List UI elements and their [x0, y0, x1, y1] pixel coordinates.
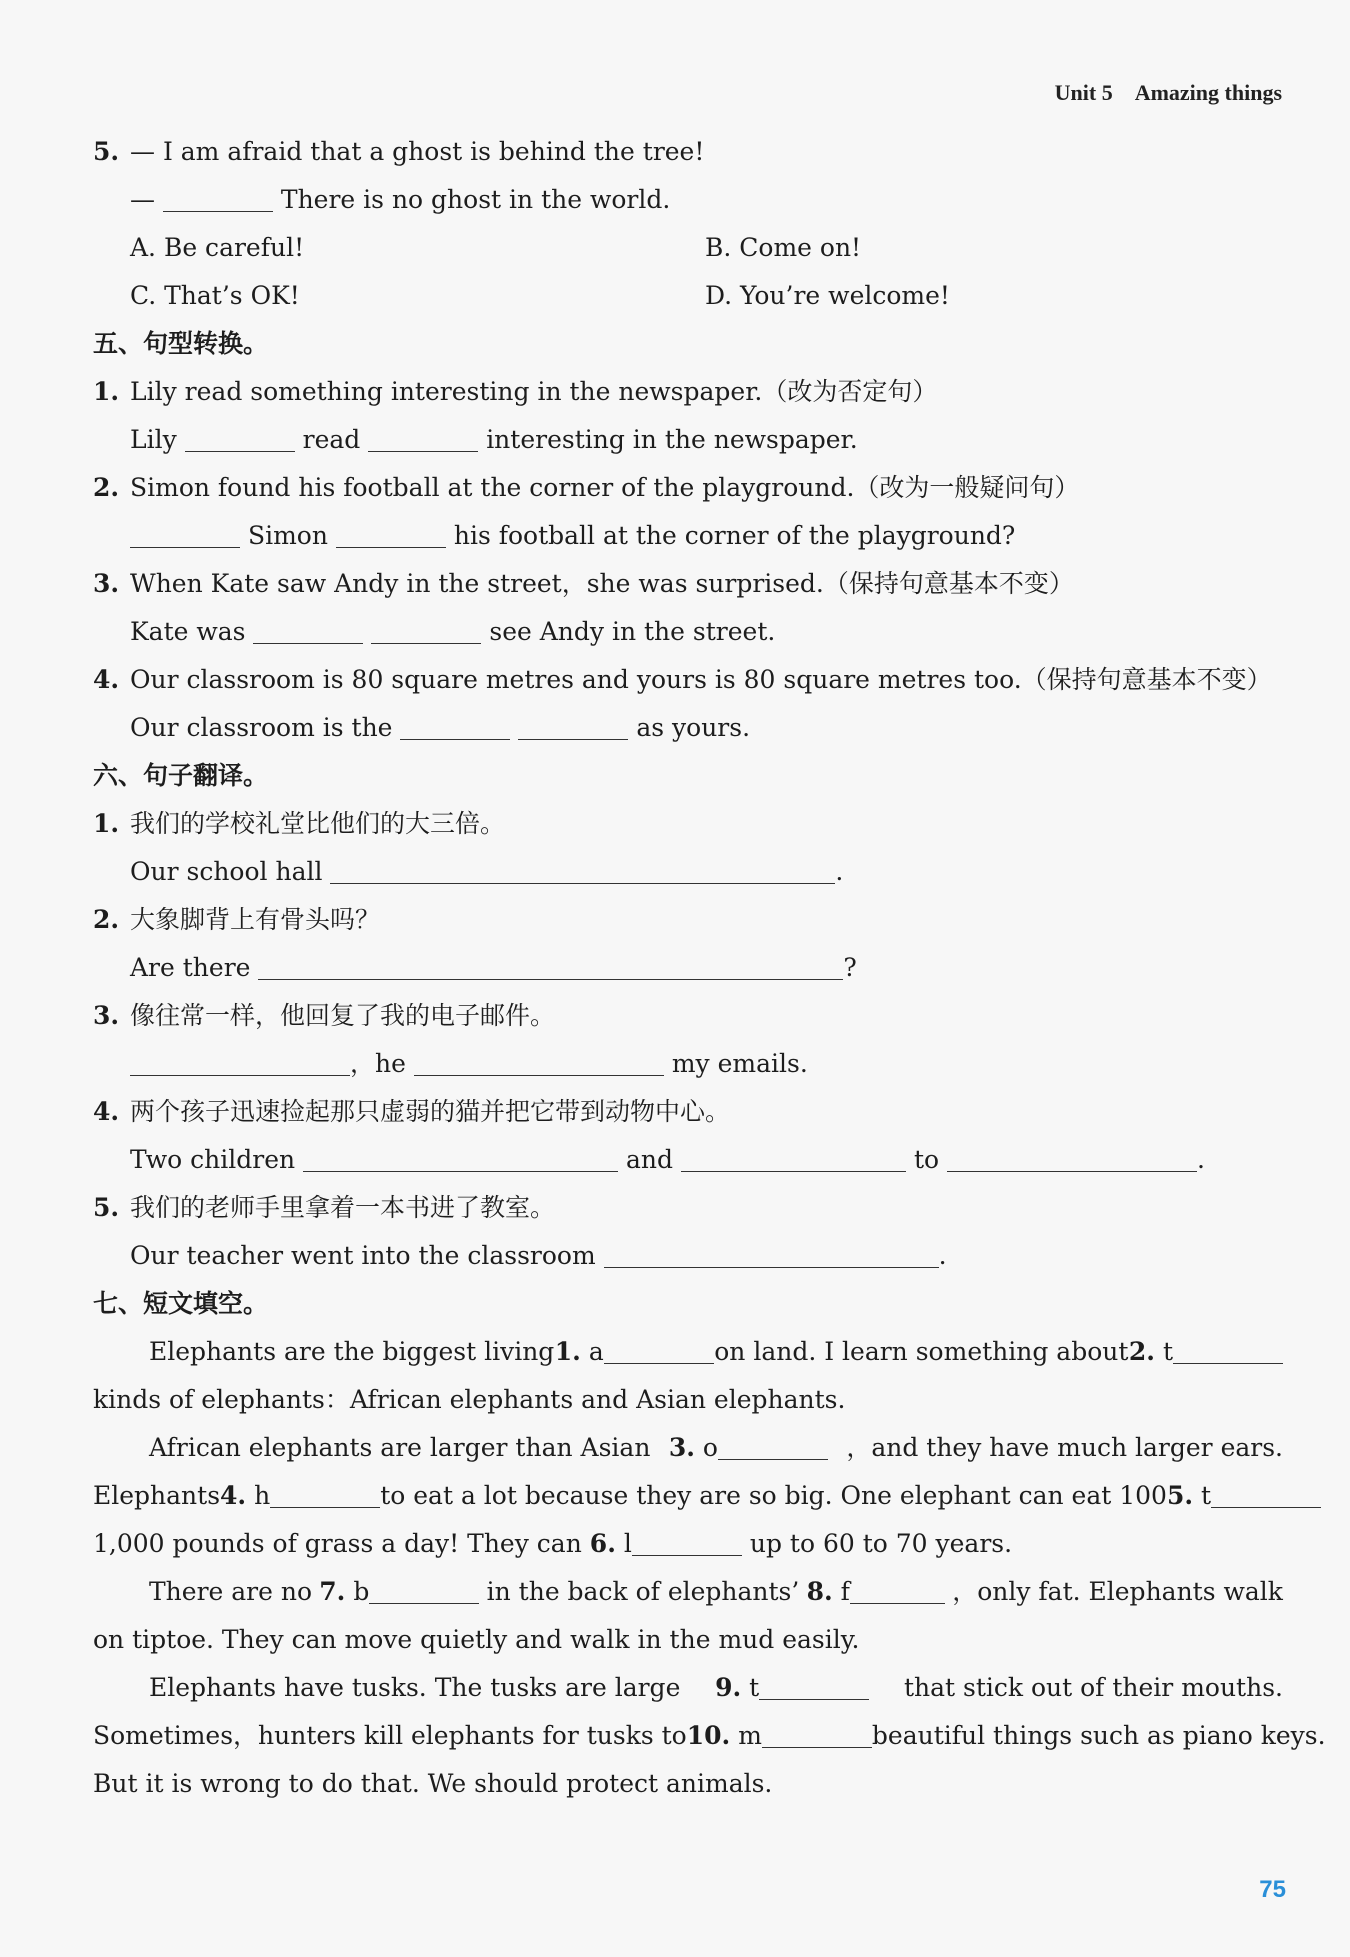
s6-q3 [93, 992, 1283, 1040]
option-c[interactable]: C. That’s OK! [130, 281, 300, 310]
passage-text: Elephants have tusks. The tusks are large [149, 1673, 681, 1702]
answer-blank[interactable] [369, 1577, 479, 1604]
gap-letter: t [1162, 1337, 1173, 1366]
passage-line [93, 1424, 1283, 1472]
passage-text: There are no [149, 1577, 313, 1606]
question-number: 2. [93, 905, 120, 934]
passage-gap [715, 1664, 869, 1712]
question-number: 5. [93, 1193, 120, 1222]
passage-text: Elephants [93, 1481, 221, 1510]
passage-line [93, 1472, 1283, 1520]
passage-line [93, 1664, 1283, 1712]
gap-number: 5. [1166, 1481, 1194, 1510]
answer-blank[interactable] [604, 1241, 939, 1268]
s6-a3 [93, 1040, 1283, 1088]
s6-q1 [93, 800, 1283, 848]
answer-blank[interactable] [1173, 1337, 1283, 1364]
s5-a1 [93, 416, 1283, 464]
answer-text: as yours. [636, 713, 751, 742]
answer-text: ? [843, 953, 857, 982]
answer-text: Our school hall [130, 857, 323, 886]
gap-number: 1. [554, 1337, 581, 1366]
q5-line2 [93, 176, 1283, 224]
passage-line [93, 1568, 1283, 1616]
answer-text: Lily [130, 425, 177, 454]
passage-gap [319, 1568, 479, 1616]
s6-q5 [93, 1184, 1283, 1232]
passage-text: 1,000 pounds of grass a day! They can [93, 1529, 582, 1558]
s5-q1 [93, 368, 1283, 416]
question-number: 3. [93, 1001, 120, 1030]
s6-q2 [93, 896, 1283, 944]
passage-line [93, 1328, 1283, 1376]
gap-number: 8. [806, 1577, 833, 1606]
answer-text: Are there [130, 953, 251, 982]
unit-title: Amazing things [1134, 80, 1282, 105]
gap-number: 7. [319, 1577, 346, 1606]
question-text: 大象脚背上有骨头吗？ [130, 905, 381, 934]
answer-blank[interactable] [258, 953, 843, 980]
gap-letter: f [840, 1577, 850, 1606]
passage-text: African elephants are larger than Asian [149, 1433, 651, 1462]
answer-blank[interactable] [718, 1433, 828, 1460]
answer-blank[interactable] [303, 1145, 618, 1172]
passage-text: up to 60 to 70 years. [749, 1529, 1013, 1558]
passage-gap [220, 1472, 380, 1520]
answer-text: his football at the corner of the playground? [453, 521, 1016, 550]
s5-a3 [93, 608, 1283, 656]
page-header [1055, 80, 1282, 106]
answer-blank[interactable] [130, 1049, 350, 1076]
s6-a5 [93, 1232, 1283, 1280]
question-text: Simon found his football at the corner of the playground.（改为一般疑问句） [130, 473, 1080, 502]
passage-text: to eat a lot because they are so big. One elephant can eat 100 [380, 1481, 1167, 1510]
gap-number: 3. [668, 1433, 695, 1462]
answer-text: . [835, 857, 844, 886]
passage-text: Elephants are the biggest living [149, 1337, 555, 1366]
answer-blank[interactable] [518, 713, 628, 740]
gap-number: 2. [1128, 1337, 1155, 1366]
passage-line: kinds of elephants：African elephants and Asian elephants. [93, 1385, 846, 1414]
gap-number: 6. [589, 1529, 616, 1558]
passage-gap [687, 1712, 872, 1760]
answer-text: and [626, 1145, 674, 1174]
passage-text: in the back of elephants’ [486, 1577, 800, 1606]
answer-text: see Andy in the street. [489, 617, 776, 646]
answer-blank[interactable] [604, 1337, 714, 1364]
answer-blank[interactable] [400, 713, 510, 740]
option-d[interactable]: D. You’re welcome! [705, 281, 950, 310]
answer-blank[interactable] [762, 1721, 872, 1748]
question-text: 两个孩子迅速捡起那只虚弱的猫并把它带到动物中心。 [130, 1097, 731, 1126]
question-number: 2. [93, 473, 120, 502]
answer-blank[interactable] [1211, 1481, 1321, 1508]
question-number: 4. [93, 1097, 120, 1126]
gap-letter: t [1201, 1481, 1212, 1510]
s6-a1 [93, 848, 1283, 896]
answer-blank[interactable] [253, 617, 363, 644]
s6-a4 [93, 1136, 1283, 1184]
gap-letter: a [588, 1337, 604, 1366]
passage-line: on tiptoe. They can move quietly and walk in the mud easily. [93, 1625, 860, 1654]
option-b[interactable]: B. Come on! [705, 233, 862, 262]
answer-blank[interactable] [163, 185, 273, 212]
answer-blank[interactable] [850, 1577, 945, 1604]
dialogue-line: There is no ghost in the world. [280, 185, 671, 214]
answer-blank[interactable] [947, 1145, 1197, 1172]
dialogue-line: — I am afraid that a ghost is behind the tree! [130, 137, 705, 166]
answer-text: Kate was [130, 617, 246, 646]
gap-number: 4. [220, 1481, 247, 1510]
passage-text: on land. I learn something about [714, 1337, 1129, 1366]
s6-a2 [93, 944, 1283, 992]
question-text: 像往常一样，他回复了我的电子邮件。 [130, 1001, 556, 1030]
answer-blank[interactable] [414, 1049, 664, 1076]
answer-blank[interactable] [368, 425, 478, 452]
gap-letter: o [702, 1433, 718, 1462]
s6-q4 [93, 1088, 1283, 1136]
answer-text: . [1197, 1145, 1205, 1174]
question-number: 4. [93, 665, 120, 694]
passage-gap [1129, 1328, 1283, 1376]
gap-letter: t [749, 1673, 760, 1702]
gap-letter: l [623, 1529, 632, 1558]
passage-gap [590, 1520, 742, 1568]
s5-q4 [93, 656, 1283, 704]
question-number: 5. [93, 137, 120, 166]
page-content [93, 128, 1326, 1808]
question-text: Our classroom is 80 square metres and yours is 80 square metres too.（保持句意基本不变） [130, 665, 1272, 694]
gap-letter: h [254, 1481, 271, 1510]
answer-text: Our teacher went into the classroom [130, 1241, 596, 1270]
answer-blank[interactable] [371, 617, 481, 644]
section-title: 七、短文填空。 [93, 1289, 269, 1318]
question-text: 我们的学校礼堂比他们的大三倍。 [130, 809, 506, 838]
answer-blank[interactable] [330, 857, 835, 884]
passage-line [93, 1712, 1326, 1760]
passage-line [93, 1520, 1283, 1568]
answer-text: Our classroom is the [130, 713, 393, 742]
answer-text: ，he [350, 1049, 406, 1078]
answer-blank[interactable] [270, 1481, 380, 1508]
answer-blank[interactable] [681, 1145, 906, 1172]
question-number: 3. [93, 569, 120, 598]
passage-text: that stick out of their mouths. [903, 1673, 1283, 1702]
q5-line1 [93, 128, 1283, 176]
question-text: Lily read something interesting in the newspaper.（改为否定句） [130, 377, 938, 406]
answer-blank[interactable] [130, 521, 240, 548]
question-text: When Kate saw Andy in the street，she was surprised.（保持句意基本不变） [130, 569, 1074, 598]
section-title: 六、句子翻译。 [93, 761, 269, 790]
passage-text: beautiful things such as piano keys. [871, 1721, 1326, 1750]
answer-text: my emails. [671, 1049, 808, 1078]
answer-text: Two children [130, 1145, 296, 1174]
unit-label: Unit 5 [1054, 80, 1113, 105]
answer-blank[interactable] [336, 521, 446, 548]
dialogue-dash: — [130, 185, 155, 214]
option-a[interactable]: A. Be careful! [130, 233, 305, 262]
gap-number: 10. [686, 1721, 731, 1750]
gap-letter: m [738, 1721, 762, 1750]
passage-line: But it is wrong to do that. We should protect animals. [93, 1769, 773, 1798]
answer-text: Simon [247, 521, 328, 550]
question-number: 1. [93, 809, 120, 838]
s5-q3 [93, 560, 1283, 608]
question-text: 我们的老师手里拿着一本书进了教室。 [130, 1193, 556, 1222]
question-number: 1. [93, 377, 120, 406]
answer-blank[interactable] [185, 425, 295, 452]
s5-a2 [93, 512, 1283, 560]
passage-text: ，only fat. Elephants walk [952, 1577, 1283, 1606]
answer-text: to [913, 1145, 940, 1174]
answer-blank[interactable] [632, 1529, 742, 1556]
gap-letter: b [353, 1577, 370, 1606]
section-title: 五、句型转换。 [93, 329, 269, 358]
answer-text: interesting in the newspaper. [486, 425, 858, 454]
gap-number: 9. [715, 1673, 742, 1702]
passage-gap [807, 1568, 945, 1616]
passage-text: ，and they have much larger ears. [846, 1433, 1283, 1462]
passage-gap [669, 1424, 828, 1472]
passage-text: Sometimes，hunters kill elephants for tusks to [93, 1721, 687, 1750]
s5-q2 [93, 464, 1283, 512]
page-number: 75 [1259, 1876, 1286, 1903]
answer-blank[interactable] [759, 1673, 869, 1700]
answer-text: read [302, 425, 361, 454]
passage-gap [1167, 1472, 1321, 1520]
q5-options-row2 [93, 272, 1283, 320]
answer-text: . [938, 1241, 947, 1270]
passage-gap [555, 1328, 714, 1376]
s5-a4 [93, 704, 1283, 752]
q5-options-row1 [93, 224, 1283, 272]
